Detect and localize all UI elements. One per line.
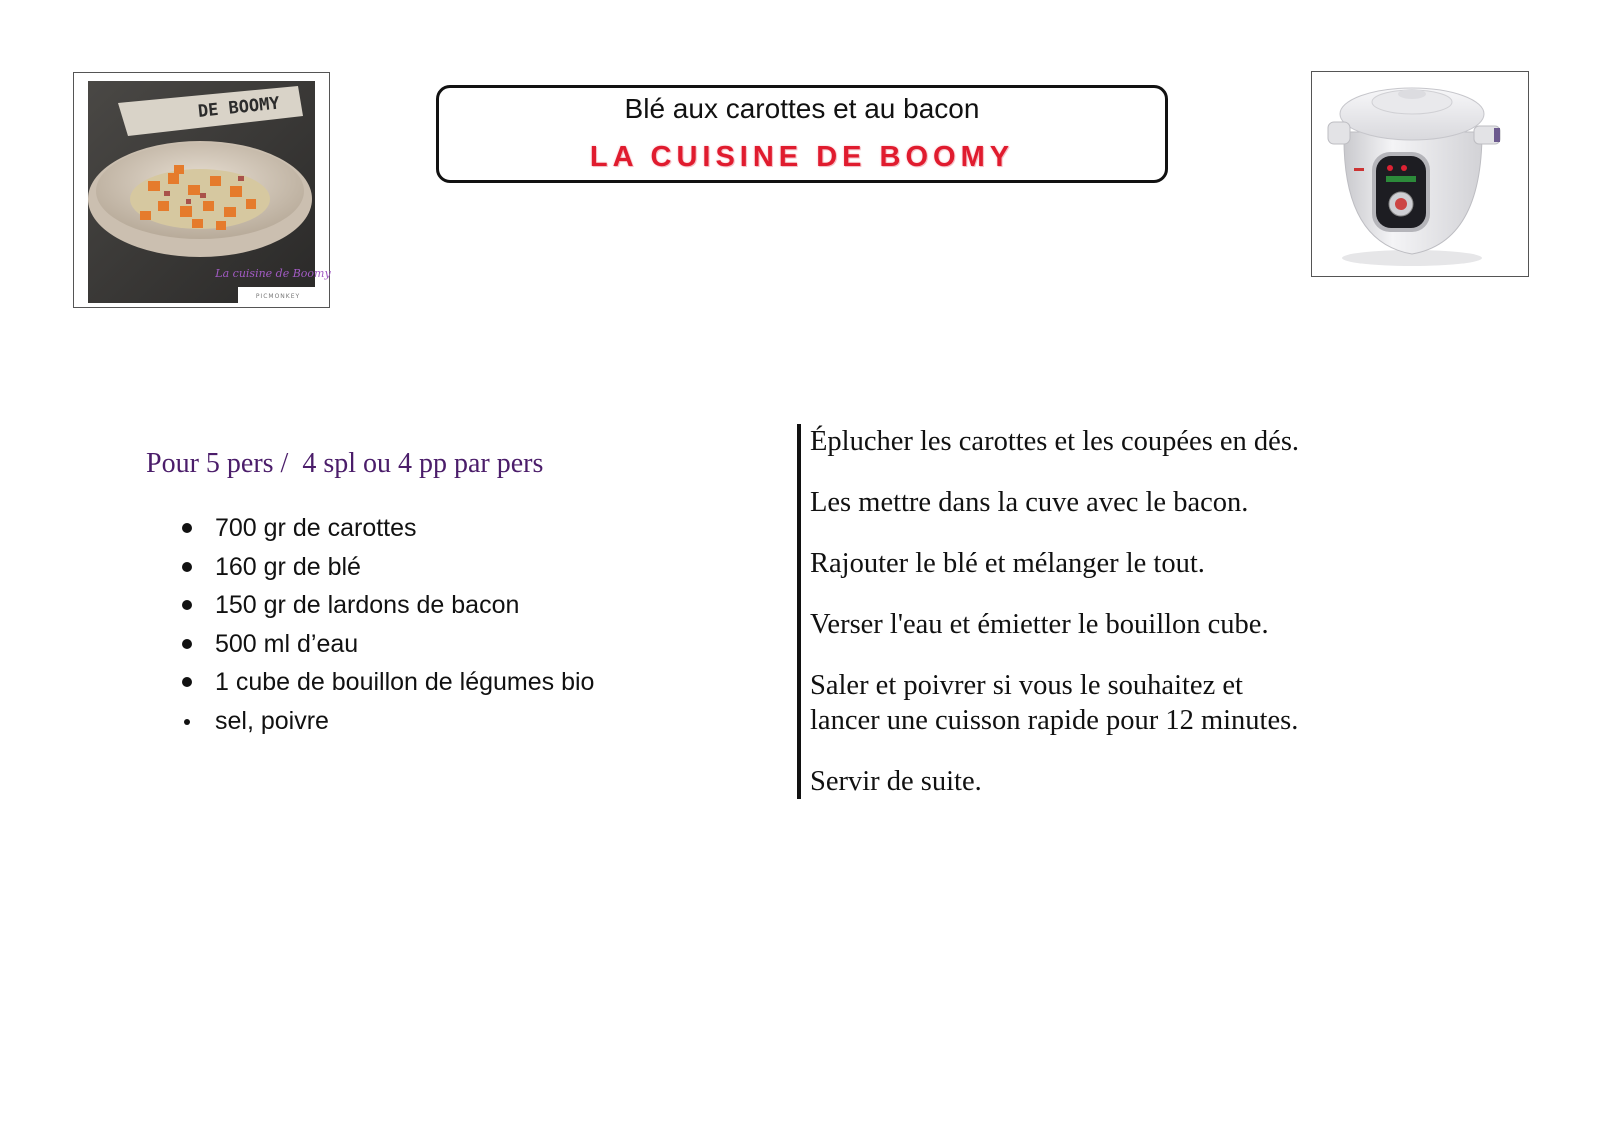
multicooker-illustration (1312, 72, 1528, 276)
dish-photo-illustration (88, 81, 331, 303)
ingredient-text: sel, poivre (215, 706, 329, 735)
ingredient-item (182, 550, 594, 589)
bullet-icon (182, 562, 192, 572)
ingredient-item (182, 704, 594, 743)
dish-photo (88, 81, 331, 303)
ingredients-list (182, 511, 594, 743)
ingredient-item (182, 665, 594, 704)
collage-tag: PICMONKEY (255, 293, 301, 300)
sign-text: DE BOOMY (197, 93, 281, 122)
recipe-title: Blé aux carottes et au bacon (624, 93, 980, 124)
bullet-icon (182, 600, 192, 610)
instruction-step: Éplucher les carottes et les coupées en dés. (810, 426, 1300, 457)
instruction-step: Rajouter le blé et mélanger le tout. (810, 548, 1205, 579)
ingredient-item (182, 588, 594, 627)
instruction-step: Servir de suite. (810, 766, 982, 797)
instruction-step: Saler et poivrer si vous le souhaitez et lancer une cuisson rapide pour 12 minutes. (810, 670, 1299, 736)
bullet-icon (182, 523, 192, 533)
instructions (810, 424, 1510, 825)
title-box (436, 85, 1168, 183)
column-divider (797, 424, 801, 799)
ingredient-text: 500 ml d’eau (215, 629, 359, 658)
instruction-step: Les mettre dans la cuve avec le bacon. (810, 487, 1249, 518)
bullet-icon (182, 677, 192, 687)
dish-photo-frame (73, 72, 330, 308)
bullet-icon (182, 639, 192, 649)
cooker-photo-frame (1311, 71, 1529, 277)
instruction-step: Verser l'eau et émietter le bouillon cube. (810, 609, 1269, 640)
ingredient-item (182, 627, 594, 666)
bullet-icon (184, 719, 190, 725)
brand-name: LA CUISINE DE BOOMY (589, 141, 1015, 173)
servings-info: Pour 5 pers / 4 spl ou 4 pp par pers (146, 448, 544, 479)
ingredient-text: 150 gr de lardons de bacon (215, 591, 520, 620)
ingredient-text: 160 gr de blé (215, 552, 361, 581)
ingredient-text: 700 gr de carottes (215, 514, 417, 542)
ingredient-text: 1 cube de bouillon de légumes bio (215, 668, 595, 697)
photo-watermark: La cuisine de Boomy (215, 267, 331, 280)
ingredient-item (182, 511, 594, 550)
